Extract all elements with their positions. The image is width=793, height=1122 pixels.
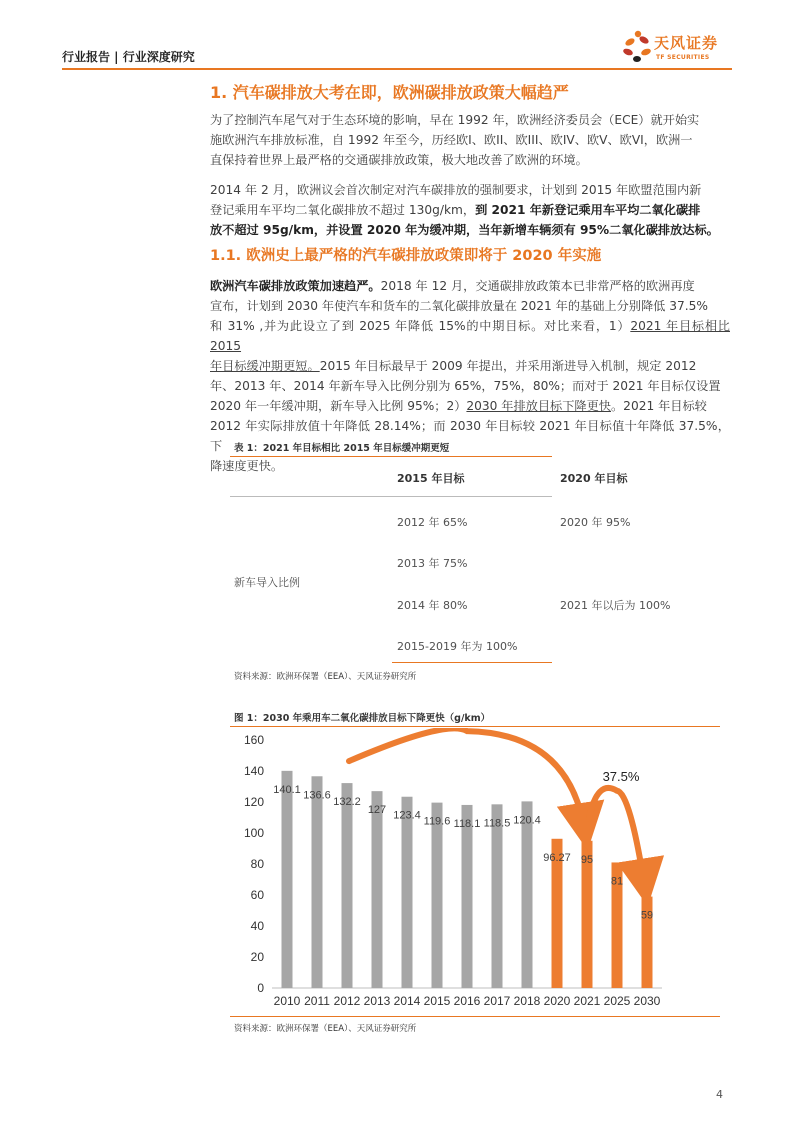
x-tick-label: 2017	[483, 994, 511, 1008]
y-tick-label: 100	[243, 826, 264, 840]
figure-caption: 图 1：2030 年乘用车二氧化碳排放目标下降更快（g/km）	[234, 713, 491, 724]
table-header-rule	[230, 496, 552, 497]
bar-2014	[402, 797, 413, 988]
section-heading-1: 1. 汽车碳排放大考在即，欧洲碳排放政策大幅趋严	[210, 83, 569, 102]
annotation-label: 37.5%	[602, 768, 640, 784]
bar-2013	[372, 791, 383, 988]
p3-line-6a: 2020 年一年缓冲期，新车导入比例 95%；2）	[210, 399, 467, 413]
y-tick-label: 20	[250, 950, 264, 964]
p1-line-1: 为了控制汽车尾气对于生态环境的影响，早在 1992 年，欧洲经济委员会（ECE）就开始实	[210, 113, 700, 127]
y-tick-label: 80	[250, 857, 264, 871]
data-label: 96.27	[543, 851, 571, 864]
data-label: 136.6	[303, 789, 331, 802]
page-number: 4	[716, 1088, 723, 1101]
x-tick-label: 2030	[633, 994, 661, 1008]
p2-line-1: 2014 年 2 月，欧洲议会首次制定对汽车碳排放的强制要求，计划到 2015 年欧盟范围内新	[210, 183, 702, 197]
table-caption: 表 1：2021 年目标相比 2015 年目标缓冲期更短	[234, 443, 450, 454]
data-label: 59	[640, 909, 654, 922]
p2-line-3	[210, 220, 730, 240]
table-header-2020: 2020 年目标	[560, 472, 628, 485]
x-tick-label: 2020	[543, 994, 571, 1008]
bar-2017	[492, 804, 503, 988]
p3-line-3a: 和 31% ,并为此设立了到 2025 年降低 15%的中期目标。对比来看，1）	[210, 319, 631, 333]
p3-line-3b: 2021 年目标相比 2015	[210, 319, 730, 353]
header-section-label: 行业报告 | 行业深度研究	[62, 50, 195, 64]
x-tick-label: 2018	[513, 994, 541, 1008]
p3-line-6c: 。2021 年目标较	[611, 399, 707, 413]
y-tick-label: 0	[257, 981, 264, 995]
p3-line-3	[210, 316, 730, 356]
p3-line-1b: 2018 年 12 月，交通碳排放政策本已非常严格的欧洲再度	[380, 279, 695, 293]
p3-line-8: 降速度更快。	[210, 459, 284, 473]
p2-line-2b: 到 2021 年新登记乘用车平均二氧化碳排	[475, 203, 701, 217]
bar-2018	[522, 801, 533, 988]
paragraph-1	[210, 110, 730, 170]
bar-chart	[230, 728, 670, 1014]
bar-2016	[462, 805, 473, 988]
p3-line-6b: 2030 年排放目标下降更快	[466, 399, 611, 413]
table-top-rule	[230, 456, 552, 457]
table-cell: 2021 年以后为 100%	[560, 599, 671, 612]
table-bottom-rule	[392, 662, 552, 663]
table-cell: 2015-2019 年为 100%	[397, 640, 518, 653]
data-label: 140.1	[273, 783, 301, 796]
table-source: 资料来源：欧洲环保署（EEA）、天风证券研究所	[234, 672, 417, 682]
data-label: 132.2	[333, 796, 361, 809]
table-header-2015: 2015 年目标	[397, 472, 465, 485]
paragraph-2	[210, 180, 730, 240]
p2-line-2a: 登记乘用车平均二氧化碳排放不超过 130g/km，	[210, 203, 476, 217]
y-tick-label: 40	[250, 919, 264, 933]
bar-2012	[342, 783, 353, 988]
x-tick-label: 2015	[423, 994, 451, 1008]
p3-line-6	[210, 396, 730, 416]
data-label: 118.1	[453, 817, 481, 830]
figure-bottom-rule	[230, 1016, 720, 1017]
figure-source: 资料来源：欧洲环保署（EEA）、天风证券研究所	[234, 1024, 417, 1034]
bar-2011	[312, 776, 323, 988]
p3-line-1	[210, 276, 730, 296]
data-label: 119.6	[423, 815, 451, 828]
p3-line-2: 宣布，计划到 2030 年使汽车和货车的二氧化碳排放量在 2021 年的基础上分别降低 37.5%	[210, 299, 708, 313]
p3-line-5: 年、2013 年、2014 年新车导入比例分别为 65%，75%，80%；而对于 2021 年目标仅设置	[210, 379, 721, 393]
bar-2010	[282, 771, 293, 988]
table-cell: 2014 年 80%	[397, 599, 468, 612]
y-tick-label: 60	[250, 888, 264, 902]
p3-line-4a: 年目标缓冲期更短。	[210, 359, 320, 373]
table-cell: 2020 年 95%	[560, 516, 631, 529]
x-tick-label: 2011	[304, 994, 330, 1008]
bar-2015	[432, 803, 443, 988]
x-tick-label: 2014	[393, 994, 421, 1008]
data-label: 95	[580, 853, 594, 866]
y-tick-label: 120	[243, 795, 264, 809]
data-label: 118.5	[483, 817, 511, 830]
y-tick-label: 160	[243, 733, 264, 747]
p1-line-2: 施欧洲汽车排放标准，自 1992 年至今，历经欧I、欧II、欧III、欧IV、欧V、欧VI，欧洲一	[210, 133, 693, 147]
data-label: 127	[367, 804, 387, 817]
data-label: 81	[610, 875, 624, 888]
p3-line-4	[210, 356, 730, 376]
x-tick-label: 2013	[363, 994, 391, 1008]
section-heading-1-1: 1.1. 欧洲史上最严格的汽车碳排放政策即将于 2020 年实施	[210, 248, 602, 264]
data-label: 120.4	[513, 814, 541, 827]
p1-line-3: 直保持着世界上最严格的交通碳排放政策，极大地改善了欧洲的环境。	[210, 153, 588, 167]
x-tick-label: 2021	[573, 994, 601, 1008]
p2-line-3-bold: 放不超过 95g/km，并设置 2020 年为缓冲期，当年新增车辆须有 95%二氧化碳排放达标。	[210, 223, 719, 237]
p3-line-7: 2012 年实际排放值十年降低 28.14%；而 2030 年目标较 2021 年目标值十年降低 37.5%，下	[210, 419, 730, 453]
table-cell: 2012 年 65%	[397, 516, 468, 529]
x-tick-label: 2025	[603, 994, 631, 1008]
logo-text-en: TF SECURITIES	[656, 54, 710, 61]
header-rule	[62, 68, 732, 70]
x-tick-label: 2010	[273, 994, 301, 1008]
figure-top-rule	[230, 726, 720, 727]
x-tick-label: 2012	[333, 994, 361, 1008]
p2-line-2	[210, 200, 730, 220]
p3-line-4b: 2015 年目标最早于 2009 年提出，并采用渐进导入机制，规定 2012	[319, 359, 697, 373]
x-tick-label: 2016	[453, 994, 481, 1008]
data-label: 123.4	[393, 809, 421, 822]
table-row-label: 新车导入比例	[234, 576, 300, 589]
y-tick-label: 140	[243, 764, 264, 778]
logo-text-cn: 天风证券	[654, 34, 719, 52]
p3-lead: 欧洲汽车碳排放政策加速趋严。	[210, 279, 381, 293]
table-cell: 2013 年 75%	[397, 557, 468, 570]
